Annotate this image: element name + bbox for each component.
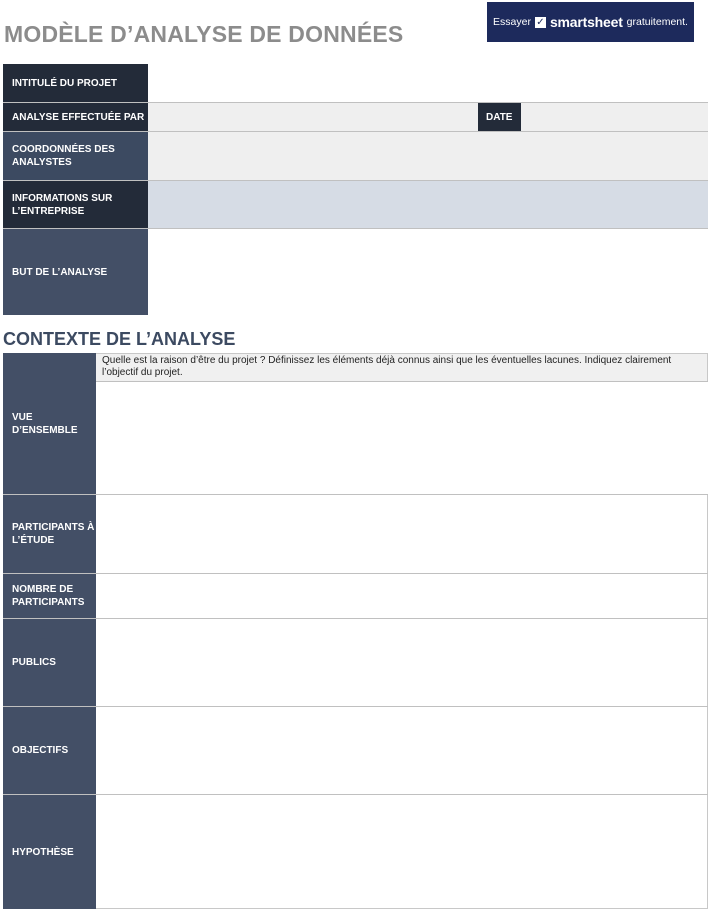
date-label: DATE: [478, 103, 521, 131]
divider: [3, 573, 708, 574]
smartsheet-logo: smartsheet: [549, 14, 623, 30]
overview-label: VUE D’ENSEMBLE: [3, 353, 96, 494]
divider: [96, 381, 708, 382]
section-title-context: CONTEXTE DE L’ANALYSE: [3, 329, 236, 349]
checkmark-icon: ✓: [536, 16, 545, 28]
company-info-field[interactable]: [148, 181, 708, 228]
banner-prefix: Essayer: [493, 16, 531, 28]
banner-suffix: gratuitement.: [626, 16, 688, 28]
project-title-field[interactable]: [148, 64, 708, 102]
smartsheet-trial-banner[interactable]: [487, 2, 694, 42]
participants-field[interactable]: [96, 495, 708, 573]
participant-count-label: NOMBRE DE PARTICIPANTS: [3, 574, 96, 618]
hypothesis-label: HYPOTHÈSE: [3, 795, 96, 909]
date-field[interactable]: [521, 103, 708, 131]
divider: [3, 180, 708, 181]
audiences-field[interactable]: [96, 619, 708, 706]
objectives-label: OBJECTIFS: [3, 707, 96, 794]
analysis-by-field[interactable]: [148, 103, 478, 131]
analysis-purpose-field[interactable]: [148, 229, 708, 315]
project-title-label: INTITULÉ DU PROJET: [3, 64, 148, 102]
analyst-contact-field[interactable]: [148, 132, 708, 180]
divider: [3, 706, 708, 707]
divider: [3, 618, 708, 619]
divider: [3, 794, 708, 795]
analysis-purpose-label: BUT DE L’ANALYSE: [3, 229, 148, 315]
overview-prompt: Quelle est la raison d’être du projet ? Définissez les éléments déjà connus ainsi que les éventuelles lacunes. Indiquez clairement l’objectif du projet.: [96, 354, 707, 381]
divider: [3, 228, 708, 229]
objectives-field[interactable]: [96, 707, 708, 794]
company-info-label: INFORMATIONS SUR L’ENTREPRISE: [3, 181, 148, 228]
divider: [3, 102, 708, 103]
analyst-contact-label: COORDONNÉES DES ANALYSTES: [3, 132, 148, 180]
divider: [3, 131, 708, 132]
analysis-by-label: ANALYSE EFFECTUÉE PAR: [3, 103, 148, 131]
divider: [3, 494, 708, 495]
participant-count-field[interactable]: [96, 574, 708, 618]
page-title: MODÈLE D’ANALYSE DE DONNÉES: [4, 21, 404, 47]
participants-label: PARTICIPANTS À L’ÉTUDE: [3, 495, 96, 573]
audiences-label: PUBLICS: [3, 619, 96, 706]
overview-field[interactable]: [96, 381, 708, 494]
hypothesis-field[interactable]: [96, 795, 708, 909]
